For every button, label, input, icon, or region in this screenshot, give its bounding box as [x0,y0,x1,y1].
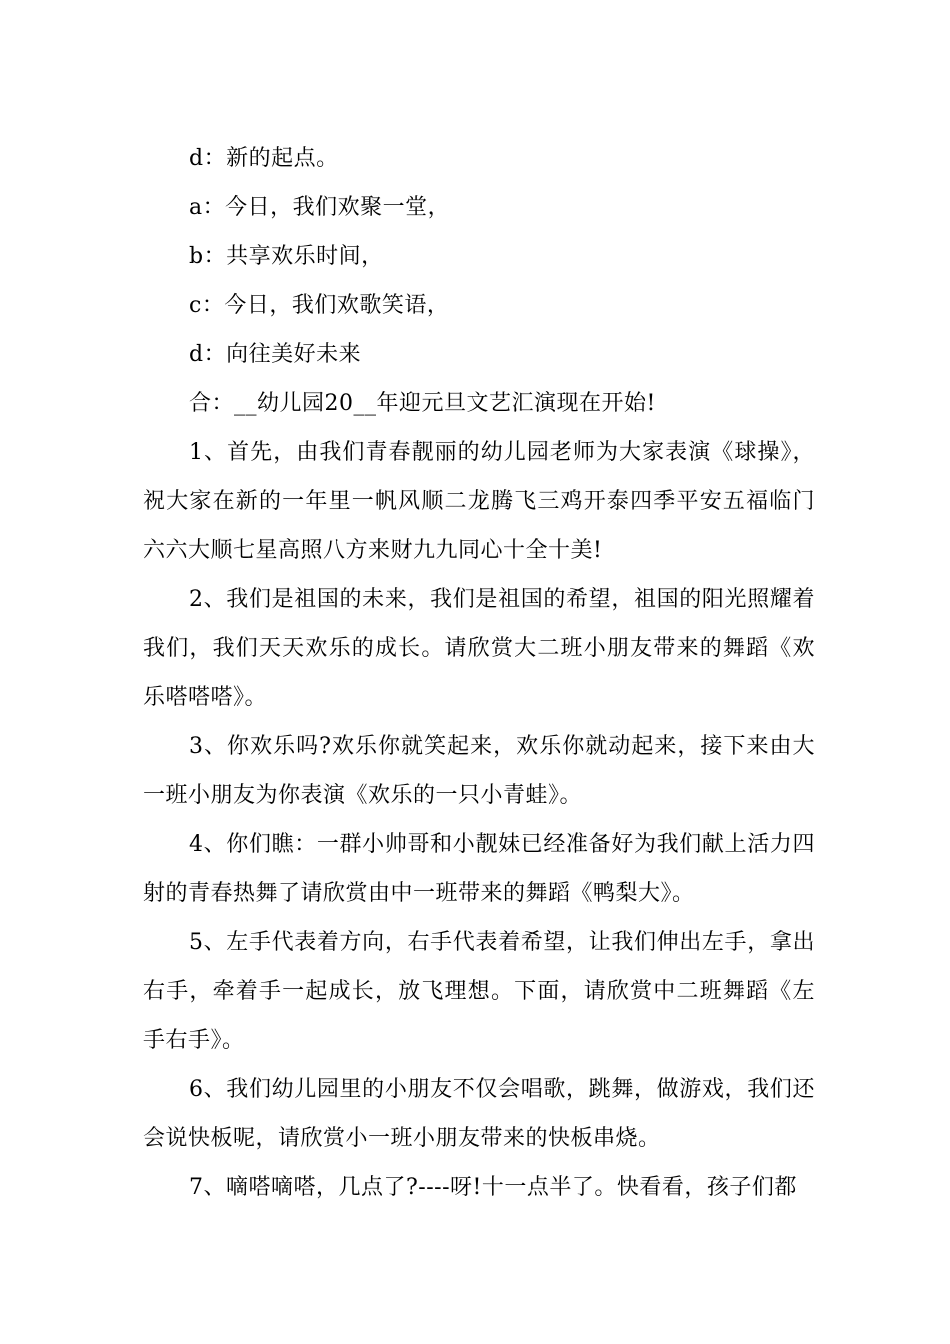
program-item-4: 4、你们瞧：一群小帅哥和小靓妹已经准备好为我们献上活力四射的青春热舞了请欣赏由中一班带来的舞蹈《鸭梨大》。 [143,832,815,906]
program-item-7: 7、嘀嗒嘀嗒，几点了?----呀!十一点半了。快看看，孩子们都 [189,1175,797,1200]
host-line-b: b：共享欢乐时间， [189,244,384,269]
program-item-6: 6、我们幼儿园里的小朋友不仅会唱歌，跳舞，做游戏，我们还会说快板呢，请欣赏小一班小朋友带来的快板串烧。 [143,1077,815,1151]
program-item-5: 5、左手代表着方向，右手代表着希望，让我们伸出左手，拿出右手，牵着手一起成长，放飞理想。下面，请欣赏中二班舞蹈《左手右手》。 [143,930,815,1053]
program-item-2: 2、我们是祖国的未来，我们是祖国的希望，祖国的阳光照耀着我们，我们天天欢乐的成长。请欣赏大二班小朋友带来的舞蹈《欢乐嗒嗒嗒》。 [143,587,815,710]
host-line-d-start: d：新的起点。 [189,146,339,171]
host-line-a: a：今日，我们欢聚一堂， [189,195,451,220]
document-body [143,134,815,1212]
host-line-d-future: d：向往美好未来 [189,342,362,367]
program-item-3: 3、你欢乐吗?欢乐你就笑起来，欢乐你就动起来，接下来由大一班小朋友为你表演《欢乐的一只小青蛙》。 [143,734,815,808]
host-line-together: 合：__幼儿园20__年迎元旦文艺汇演现在开始! [189,391,656,416]
program-item-1: 1、首先，由我们青春靓丽的幼儿园老师为大家表演《球操》，祝大家在新的一年里一帆风顺二龙腾飞三鸡开泰四季平安五福临门六六大顺七星高照八方来财九九同心十全十美! [143,440,815,563]
host-line-c: c：今日，我们欢歌笑语， [189,293,450,318]
